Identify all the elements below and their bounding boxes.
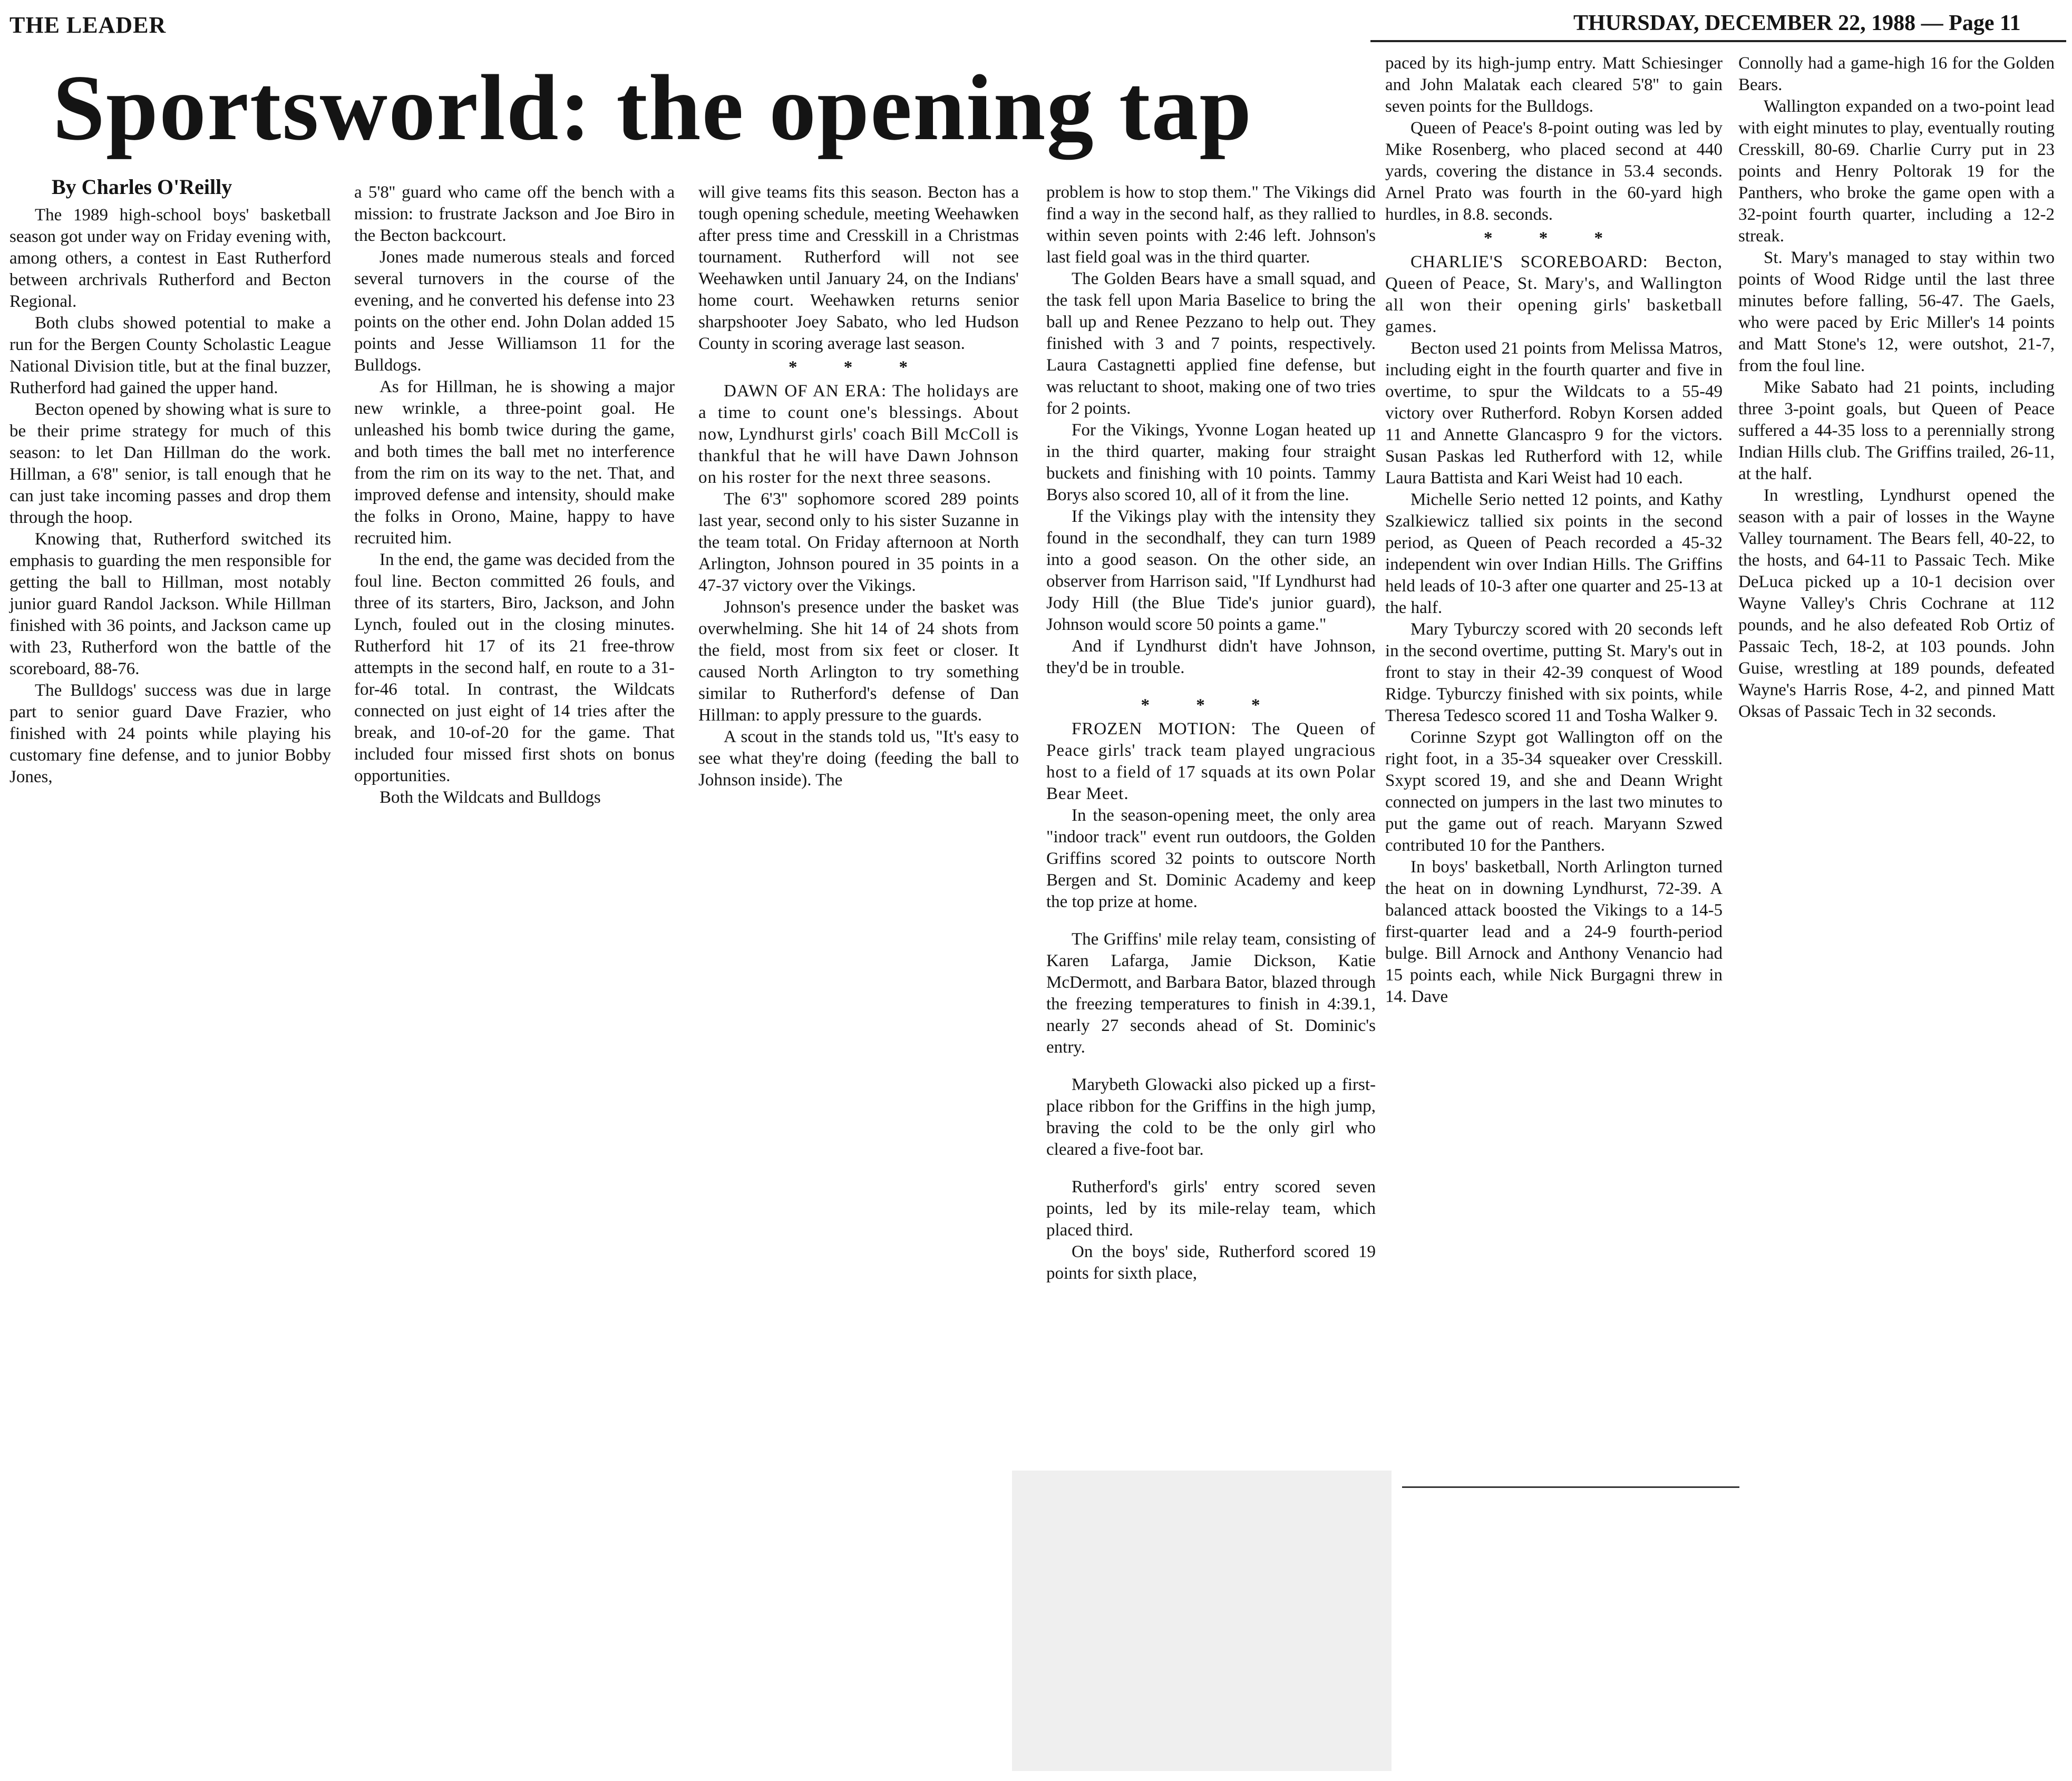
paragraph: problem is how to stop them." The Vikings did find a way in the second half, as they rallied to within seven points with 2:46 left. Johnson's last field goal was in the third quarter. [1046, 183, 1376, 267]
paragraph: In boys' basketball, North Arlington turned the heat on in downing Lyndhurst, 72-39. A balanced attack boosted the Vikings to a 14-5 first-quarter lead and a 24-9 fourth-period bulge. Bill Arnock and Anthony Venancio had 15 points each, while Nick Burgagni threw in 14. Dave [1385, 858, 1723, 1006]
paragraph: The 1989 high-school boys' basketball season got under way on Friday evening with, among others, a contest in East Rutherford between archrivals Rutherford and Becton Regional. [9, 206, 331, 311]
paragraph: Corinne Szypt got Wallington off on the right foot, in a 35-34 squeaker over Cresskill. Sxypt scored 19, and she and Deann Wright connected on jumpers in the last two minutes to put the game out of reach. Maryann Szwed contributed 10 for the Panthers. [1385, 728, 1723, 855]
byline: By Charles O'Reilly [52, 175, 232, 199]
paragraph: paced by its high-jump entry. Matt Schiesinger and John Malatak each cleared 5'8'' to gain seven points for the Bulldogs. [1385, 54, 1723, 116]
section-lead-charlies-scoreboard: CHARLIE'S SCOREBOARD: Becton, Queen of Peace, St. Mary's, and Wallington all won their opening girls' basketball games. [1385, 252, 1723, 336]
article-column-4 [1046, 182, 1376, 1284]
article-column-2 [354, 182, 675, 809]
article-column-3 [698, 182, 1019, 791]
paragraph: And if Lyndhurst didn't have Johnson, they'd be in trouble. [1046, 637, 1376, 677]
paragraph: Mike Sabato had 21 points, including three 3-point goals, but Queen of Peace suffered a 44-35 loss to a perennially strong Indian Hills club. The Griffins trailed, 26-11, at the half. [1738, 378, 2055, 483]
paragraph: A scout in the stands told us, "It's easy to see what they're doing (feeding the ball to Johnson inside). The [698, 727, 1019, 790]
paragraph: For the Vikings, Yvonne Logan heated up in the third quarter, making four straight buckets and finishing with 10 points. Tammy Borys also scored 10, all of it from the line. [1046, 421, 1376, 504]
paragraph: will give teams fits this season. Becton has a tough opening schedule, meeting Weehawken after press time and Cresskill in a Christmas tournament. Rutherford will not see Weehawken until January 24, on the Indians' home court. Weehawken returns senior sharpshooter Joey Sabato, who led Hudson County in scoring average last season. [698, 183, 1019, 353]
paragraph: Marybeth Glowacki also picked up a first-place ribbon for the Griffins in the high jump, braving the cold to be the only girl who cleared a five-foot bar. [1046, 1075, 1376, 1159]
paragraph: Mary Tyburczy scored with 20 seconds left in the second overtime, putting St. Mary's out in front to stay in their 42-39 conquest of Wood Ridge. Tyburczy finished with six points, while Theresa Tedesco scored 11 and Tosha Walker 9. [1385, 620, 1723, 725]
paragraph: Connolly had a game-high 16 for the Golden Bears. [1738, 54, 2055, 94]
paragraph: Jones made numerous steals and forced several turnovers in the course of the evening, and he converted his defense into 23 points on the other end. John Dolan added 15 points and Jesse Williamson 11 for the Bulldogs. [354, 248, 675, 375]
paragraph: Both the Wildcats and Bulldogs [380, 788, 601, 807]
paragraph: Johnson's presence under the basket was overwhelming. She hit 14 of 24 shots from the field, most from six feet or closer. It caused North Arlington to try something similar to Rutherford's defense of Dan Hillman: to apply pressure to the guards. [698, 598, 1019, 725]
article-column-1 [9, 174, 331, 788]
paragraph: Michelle Serio netted 12 points, and Kathy Szalkiewicz tallied six points in the second period, as Queen of Peach recorded a 45-32 independent win over Indian Hills. The Griffins held leads of 10-3 after one quarter and 25-13 at the half. [1385, 490, 1723, 617]
paragraph: In wrestling, Lyndhurst opened the season with a pair of losses in the Wayne Valley tournament. The Bears fell, 40-22, to the hosts, and 64-11 to Passaic Tech. Mike DeLuca picked up a 10-1 decision over Wayne Valley's Chris Cochrane at 112 pounds, and he also defeated Rob Ortiz of Passaic Tech, 18-2, at 103 pounds. John Guise, wrestling at 189 pounds, defeated Wayne's Harris Rose, 4-2, and pinned Matt Oksas of Passaic Tech in 32 seconds. [1738, 486, 2055, 721]
masthead: THE LEADER [9, 12, 167, 38]
paragraph: As for Hillman, he is showing a major new wrinkle, a three-point goal. He unleashed his bomb twice during the game, and both times the ball met no interference from the rim on its way to the net. That, and improved defense and intensity, should make the folks in Orono, Maine, happy to have recruited him. [354, 377, 675, 548]
scan-smudge [1012, 1471, 1392, 1771]
paragraph: Wallington expanded on a two-point lead with eight minutes to play, eventually routing Cresskill, 80-69. Charlie Curry put in 23 points and Henry Poltorak 19 for the Panthers, who broke the game open with a 32-point fourth quarter, including a 12-2 streak. [1738, 97, 2055, 246]
paragraph: The Griffins' mile relay team, consisting of Karen Lafarga, Jamie Dickson, Katie McDermott, and Barbara Bator, blazed through the freezing temperatures to finish in 4:39.1, nearly 27 seconds ahead of St. Dominic's entry. [1046, 930, 1376, 1057]
paragraph: Knowing that, Rutherford switched its emphasis to guarding the men responsible for getting the ball to Hillman, most notably junior guard Randol Jackson. While Hillman finished with 36 points, and Jackson came up with 23, Rutherford won the battle of the scoreboard, 88-76. [9, 530, 331, 678]
headline: Sportsworld: the opening tap [53, 55, 1253, 160]
section-divider: * * * [789, 358, 929, 377]
paragraph: In the end, the game was decided from the foul line. Becton committed 26 fouls, and three of its starters, Biro, Jackson, and John Lynch, fouled out in the closing minutes. Rutherford hit 17 of its 21 free-throw attempts in the second half, en route to a 31-for-46 total. In contrast, the Wildcats connected on just eight of 14 tries after the break, and 10-of-20 for the game. That included four missed first shots on bonus opportunities. [354, 550, 675, 785]
paragraph: Queen of Peace's 8-point outing was led by Mike Rosenberg, who placed second at 440 yards, covering the distance in 53.4 seconds. Arnel Prato was fourth in the 60-yard high hurdles, in 8.8. seconds. [1385, 119, 1723, 224]
paragraph: Becton opened by showing what is sure to be their prime strategy for much of this season: to let Dan Hillman do the work. Hillman, a 6'8'' senior, is tall enough that he can just take incoming passes and drop them through the hoop. [9, 400, 331, 527]
article-column-5 [1385, 53, 1723, 1008]
section-lead-dawn-of-an-era: DAWN OF AN ERA: The holidays are a time to count one's blessings. About now, Lyndhurst girls' coach Bill McColl is thankful that he will have Dawn Johnson on his roster for the next three seasons. [698, 382, 1019, 487]
paragraph: The 6'3'' sophomore scored 289 points last year, second only to his sister Suzanne in the team total. On Friday afternoon at North Arlington, Johnson poured in 35 points in a 47-37 victory over the Vikings. [698, 490, 1019, 595]
section-divider: * * * [1141, 696, 1281, 715]
paragraph: a 5'8'' guard who came off the bench with a mission: to frustrate Jackson and Joe Biro in the Becton backcourt. [354, 183, 675, 245]
paragraph: Becton used 21 points from Melissa Matros, including eight in the fourth quarter and five in overtime, to spur the Wildcats to a 55-49 victory over Rutherford. Robyn Korsen added 11 and Annette Glancaspro 9 for the victors. Susan Paskas led Rutherford with 12, while Laura Battista and Kari Weist had 10 each. [1385, 339, 1723, 488]
section-lead-frozen-motion: FROZEN MOTION: The Queen of Peace girls' track team played ungracious host to a field of 17 squads at its own Polar Bear Meet. [1046, 719, 1376, 803]
column-end-rule [1402, 1486, 1739, 1488]
dateline-rule [1370, 40, 2066, 42]
article-column-6 [1738, 53, 2055, 723]
paragraph: Both clubs showed potential to make a run for the Bergen County Scholastic League National Division title, but at the final buzzer, Rutherford had gained the upper hand. [9, 314, 331, 397]
paragraph: Rutherford's girls' entry scored seven points, led by its mile-relay team, which placed third. [1046, 1177, 1376, 1240]
dateline: THURSDAY, DECEMBER 22, 1988 — Page 11 [1573, 11, 2021, 35]
paragraph: If the Vikings play with the intensity they found in the secondhalf, they can turn 1989 into a good season. On the other side, an observer from Harrison said, "If Lyndhurst had Jody Hill (the Blue Tide's junior guard), Johnson would score 50 points a game." [1046, 507, 1376, 634]
paragraph: The Bulldogs' success was due in large part to senior guard Dave Frazier, who finished with 24 points while playing his customary fine defense, and to junior Bobby Jones, [9, 681, 331, 786]
section-divider: * * * [1484, 229, 1624, 248]
paragraph: St. Mary's managed to stay within two points of Wood Ridge until the last three minutes before falling, 56-47. The Gaels, who were paced by Eric Miller's 14 points and Matt Stone's 12, were outshot, 21-7, from the foul line. [1738, 248, 2055, 375]
paragraph: On the boys' side, Rutherford scored 19 points for sixth place, [1046, 1242, 1376, 1283]
paragraph: In the season-opening meet, the only area "indoor track" event run outdoors, the Golden Griffins scored 32 points to outscore North Bergen and St. Dominic Academy and keep the top prize at home. [1046, 806, 1376, 911]
paragraph: The Golden Bears have a small squad, and the task fell upon Maria Baselice to bring the ball up and Renee Pezzano to help out. They finished with 3 and 7 points, respectively. Laura Castagnetti applied fine defense, but was reluctant to shoot, making one of two tries for 2 points. [1046, 269, 1376, 418]
